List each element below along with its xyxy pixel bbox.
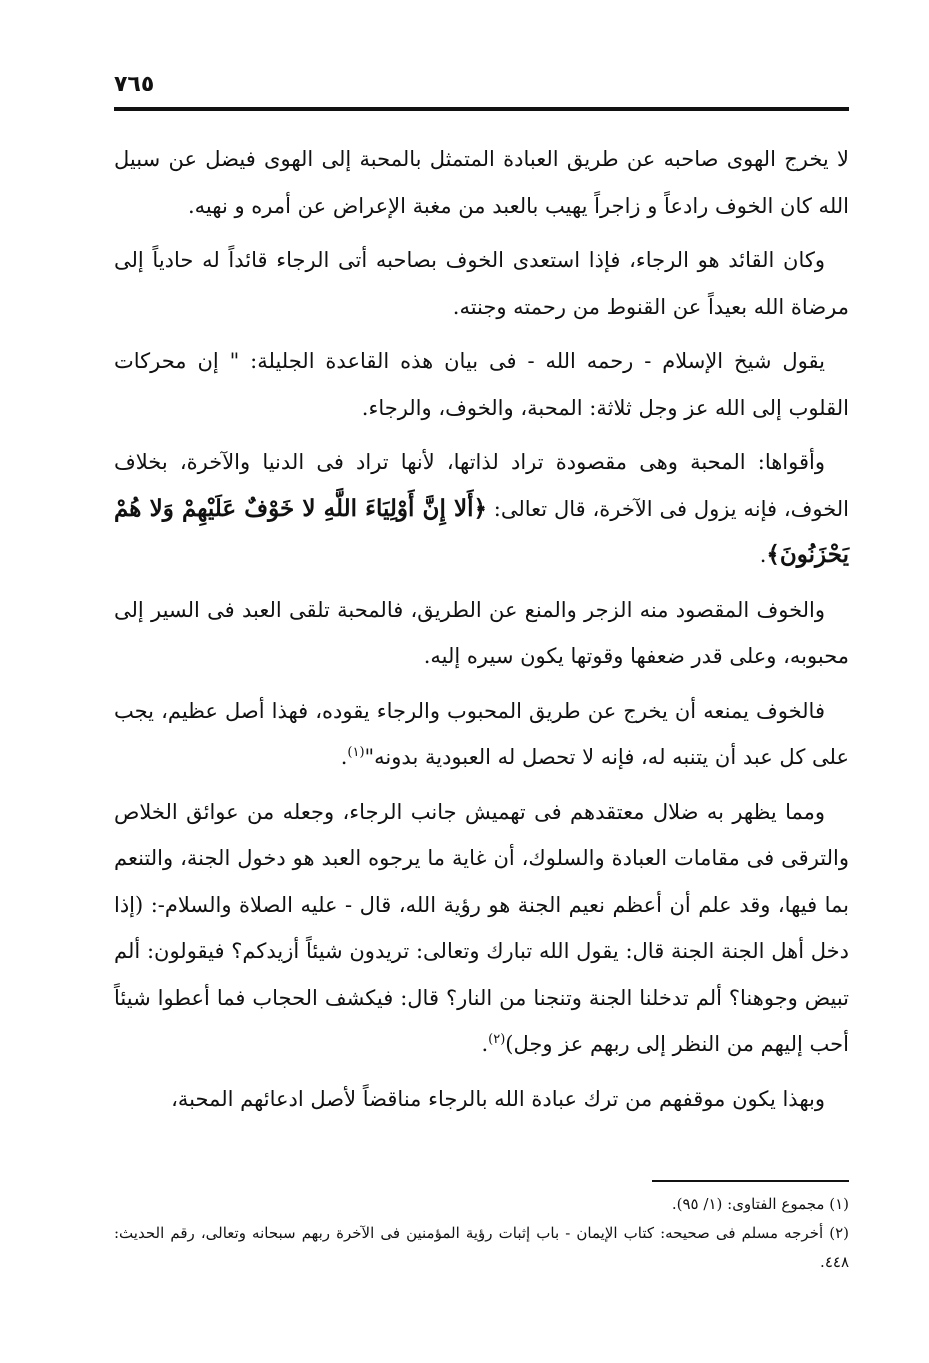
quran-verse: ﴿أَلا إِنَّ أَوْلِيَاءَ اللَّهِ لا خَوْفٌ عَلَيْهِمْ وَلا هُمْ يَحْزَنُونَ﴾ — [114, 494, 849, 568]
footnote-2: (٢) أخرجه مسلم فى صحيحه: كتاب الإيمان - باب إثبات رؤية المؤمنين فى الآخرة ربهم سبحانه وتعالى، رقم الحديث: ٤٤٨. — [114, 1224, 849, 1271]
paragraph-4-text: وأقواها: المحبة وهى مقصودة تراد لذاتها، لأنها تراد فى الدنيا والآخرة، بخلاف الخوف، فإنه يزول فى الآخرة، قال تعالى: — [114, 450, 850, 521]
paragraph-4 — [114, 439, 849, 579]
paragraph-5: والخوف المقصود منه الزجر والمنع عن الطريق، فالمحبة تلقى العبد فى السير إلى محبوبه، وعلى قدر ضعفها وقوتها يكون سيره إليه. — [114, 597, 849, 668]
footnote-rule — [652, 1180, 849, 1182]
page-number: ٧٦٥ — [114, 72, 155, 97]
paragraph-3: يقول شيخ الإسلام - رحمه الله - فى بيان هذه القاعدة الجليلة: " إن محركات القلوب إلى الله عز وجل ثلاثة: المحبة، والخوف، والرجاء. — [114, 349, 849, 420]
paragraph-8: وبهذا يكون موقفهم من ترك عبادة الله بالرجاء مناقضاً لأصل ادعائهم المحبة، — [171, 1086, 825, 1111]
paragraph-7-end: . — [481, 1032, 489, 1056]
paragraph-7 — [114, 789, 849, 1068]
paragraph-7-text: ومما يظهر به ضلال معتقدهم فى تهميش جانب الرجاء، وجعله من عوائق الخلاص والترقى فى مقامات العبادة والسلوك، أن غاية ما يرجوه العبد هو دخول الجنة، والتنعم بما فيها، وقد علم أن أعظم نعيم الجنة هو رؤية الله، قال - عليه الصلاة والسلام-: (إذا دخل أهل الجنة الجنة قال: يقول الله تبارك وتعالى: تريدون شيئاً أزيدكم؟ فيقولون: ألم تبيض وجوهنا؟ ألم تدخلنا الجنة وتنجنا من النار؟ قال: فيكشف الحجاب فما أعطوا شيئاً أحب إليهم من النظر إلى ربهم عز وجل) — [114, 799, 849, 1056]
footnotes — [114, 1190, 849, 1277]
footnote-ref-2: (٢) — [488, 1032, 506, 1047]
body-text — [114, 136, 849, 1130]
paragraph-4-end: . — [759, 543, 767, 567]
footnote-ref-1: (١) — [347, 745, 365, 760]
paragraph-1: لا يخرج الهوى صاحبه عن طريق العبادة المتمثل بالمحبة إلى الهوى فيضل عن سبيل الله كان الخوف رادعاً و زاجراً يهيب بالعبد من مغبة الإعراض عن أمره و نهيه. — [114, 147, 849, 218]
paragraph-6-end: . — [340, 745, 348, 769]
paragraph-6 — [114, 688, 849, 781]
header-rule — [114, 107, 849, 111]
paragraph-6-text: فالخوف يمنعه أن يخرج عن طريق المحبوب والرجاء يقوده، فهذا أصل عظيم، يجب على كل عبد أن يتنبه له، فإنه لا تحصل له العبودية بدونه" — [114, 698, 849, 769]
paragraph-2: وكان القائد هو الرجاء، فإذا استعدى الخوف بصاحبه أتى الرجاء قائداً له حادياً إلى مرضاة الله بعيداً عن القنوط من رحمته وجنته. — [114, 248, 849, 319]
footnote-1: (١) مجموع الفتاوى: (١/ ٩٥). — [671, 1195, 849, 1213]
